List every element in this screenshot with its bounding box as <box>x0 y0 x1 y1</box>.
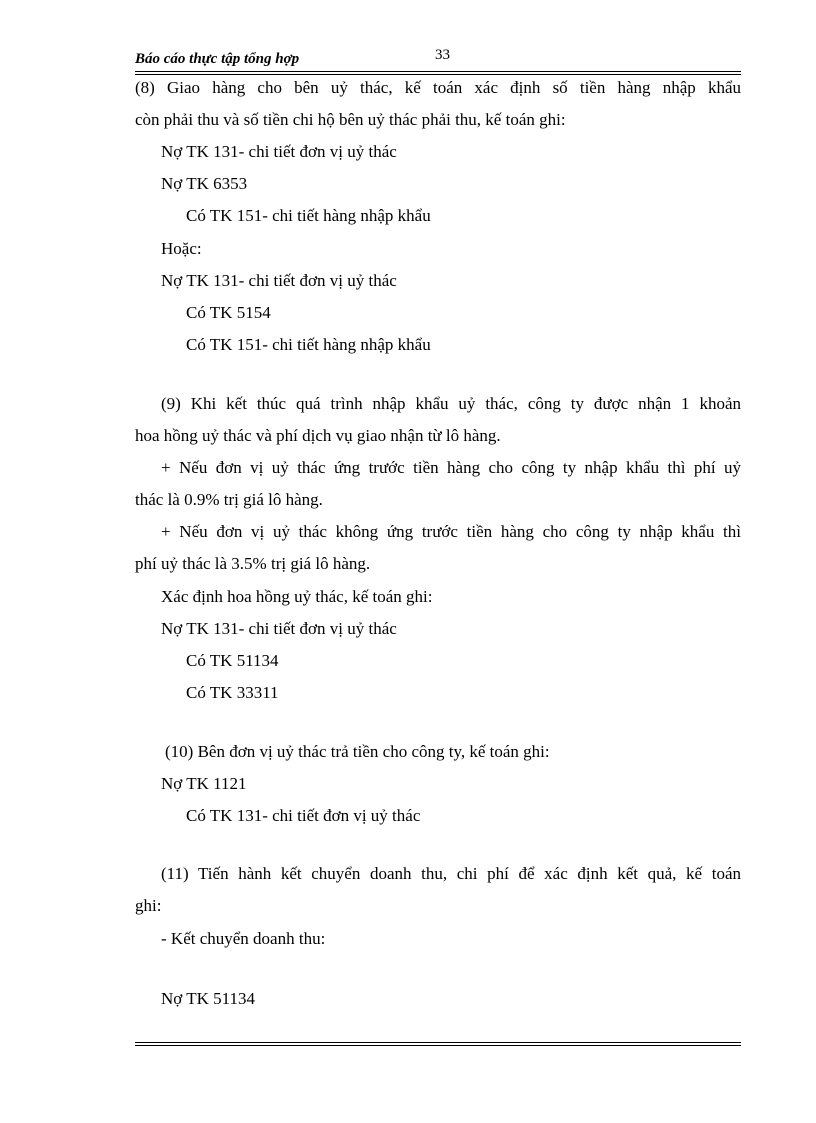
ledger-entry: Nợ TK 131- chi tiết đơn vị uỷ thác <box>161 271 397 290</box>
paragraph-line: + Nếu đơn vị uỷ thác ứng trước tiền hàng cho công ty nhập khẩu thì phí uỷ <box>161 458 741 477</box>
ledger-entry: Nợ TK 131- chi tiết đơn vị uỷ thác <box>161 142 397 161</box>
paragraph-line: (9) Khi kết thúc quá trình nhập khẩu uỷ thác, công ty được nhận 1 khoản <box>161 394 741 413</box>
ledger-entry: Có TK 151- chi tiết hàng nhập khẩu <box>186 335 431 354</box>
paragraph-line: + Nếu đơn vị uỷ thác không ứng trước tiền hàng cho công ty nhập khẩu thì <box>161 522 741 541</box>
paragraph-line: còn phải thu và số tiền chi hộ bên uỷ thác phải thu, kế toán ghi: <box>135 110 566 129</box>
paragraph-line: (8) Giao hàng cho bên uỷ thác, kế toán xác định số tiền hàng nhập khẩu <box>135 78 741 97</box>
header-title: Báo cáo thực tập tổng hợp <box>135 51 300 67</box>
header-rule <box>135 71 741 75</box>
ledger-entry: Có TK 151- chi tiết hàng nhập khẩu <box>186 206 431 225</box>
ledger-entry: Nợ TK 6353 <box>161 174 248 193</box>
ledger-entry: Hoặc: <box>161 239 202 258</box>
ledger-entry: Có TK 5154 <box>186 303 271 322</box>
ledger-entry: Nợ TK 51134 <box>161 989 255 1008</box>
ledger-entry: Có TK 33311 <box>186 683 279 702</box>
paragraph-line: thác là 0.9% trị giá lô hàng. <box>135 490 323 509</box>
ledger-entry: Có TK 51134 <box>186 651 279 670</box>
paragraph-line: (11) Tiến hành kết chuyển doanh thu, chi phí để xác định kết quả, kế toán <box>161 864 741 883</box>
paragraph-line: - Kết chuyển doanh thu: <box>161 929 326 948</box>
paragraph-line: phí uỷ thác là 3.5% trị giá lô hàng. <box>135 554 371 573</box>
ledger-entry: Nợ TK 1121 <box>161 774 247 793</box>
paragraph-line: (10) Bên đơn vị uỷ thác trả tiền cho công ty, kế toán ghi: <box>165 742 550 761</box>
page-number: 33 <box>435 47 450 63</box>
paragraph-line: ghi: <box>135 896 162 915</box>
ledger-entry: Có TK 131- chi tiết đơn vị uỷ thác <box>186 806 421 825</box>
footer-rule <box>135 1042 741 1046</box>
paragraph-line: Xác định hoa hồng uỷ thác, kế toán ghi: <box>161 587 433 606</box>
page-header <box>135 47 741 71</box>
paragraph-line: hoa hồng uỷ thác và phí dịch vụ giao nhận từ lô hàng. <box>135 426 501 445</box>
ledger-entry: Nợ TK 131- chi tiết đơn vị uỷ thác <box>161 619 397 638</box>
